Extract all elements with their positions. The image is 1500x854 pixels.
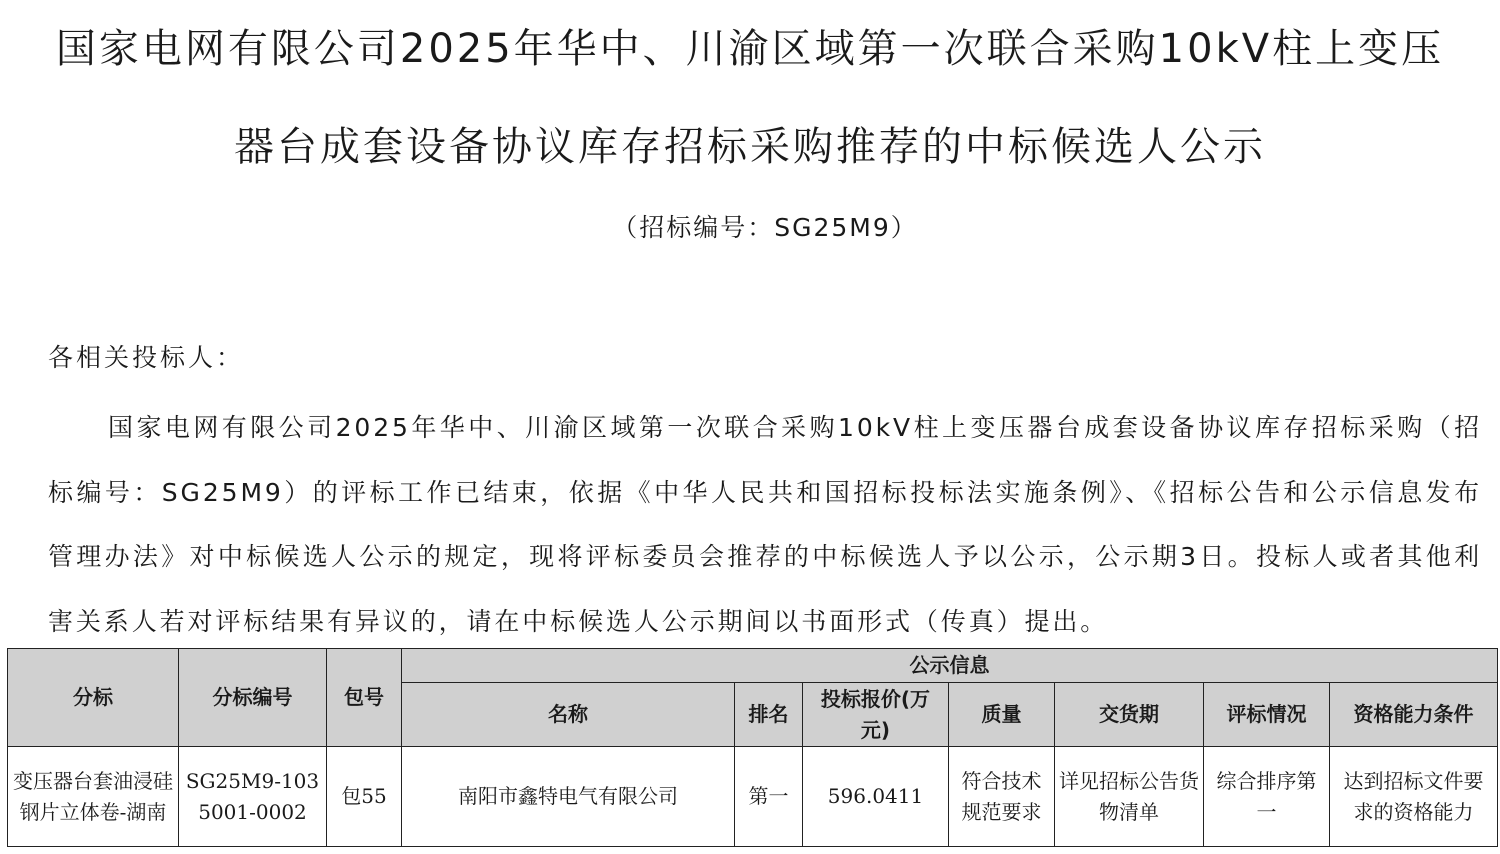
cell-price: 596.0411 (803, 747, 949, 847)
header-public-info: 公示信息 (402, 649, 1498, 683)
cell-package: 包55 (327, 747, 402, 847)
cell-qualification: 达到招标文件要求的资格能力 (1330, 747, 1498, 847)
header-qualification: 资格能力条件 (1330, 683, 1498, 747)
candidate-table (7, 648, 1498, 847)
cell-rank: 第一 (735, 747, 803, 847)
cell-quality: 符合技术规范要求 (949, 747, 1055, 847)
title-line-2: 器台成套设备协议库存招标采购推荐的中标候选人公示 (234, 124, 1266, 170)
header-rank: 排名 (735, 683, 803, 747)
header-quality: 质量 (949, 683, 1055, 747)
table-row (8, 747, 1498, 847)
header-package: 包号 (327, 649, 402, 747)
title-line-1: 国家电网有限公司2025年华中、川渝区域第一次联合采购10kV柱上变压 (55, 26, 1445, 72)
header-name: 名称 (402, 683, 735, 747)
header-lot-no: 分标编号 (179, 649, 327, 747)
bid-number: （招标编号：SG25M9） (612, 213, 918, 242)
cell-lot-no: SG25M9-1035001-0002 (179, 747, 327, 847)
cell-lot: 变压器台套油浸硅钢片立体卷-湖南 (8, 747, 179, 847)
body-paragraph: 国家电网有限公司2025年华中、川渝区域第一次联合采购10kV柱上变压器台成套设备协议库存招标采购（招标编号：SG25M9）的评标工作已结束，依据《中华人民共和国招标投标法实施条例》、《招标公告和公示信息发布管理办法》对中标候选人公示的规定，现将评标委员会推荐的中标候选人予以公示，公示期3日。投标人或者其他利害关系人若对评标结果有异议的，请在中标候选人公示期间以书面形式（传真）提出。 (48, 413, 1482, 636)
cell-delivery: 详见招标公告货物清单 (1055, 747, 1204, 847)
header-delivery: 交货期 (1055, 683, 1204, 747)
header-lot: 分标 (8, 649, 179, 747)
salutation: 各相关投标人： (48, 343, 245, 372)
cell-evaluation: 综合排序第一 (1204, 747, 1330, 847)
cell-name: 南阳市鑫特电气有限公司 (402, 747, 735, 847)
header-price: 投标报价(万元) (803, 683, 949, 747)
header-evaluation: 评标情况 (1204, 683, 1330, 747)
